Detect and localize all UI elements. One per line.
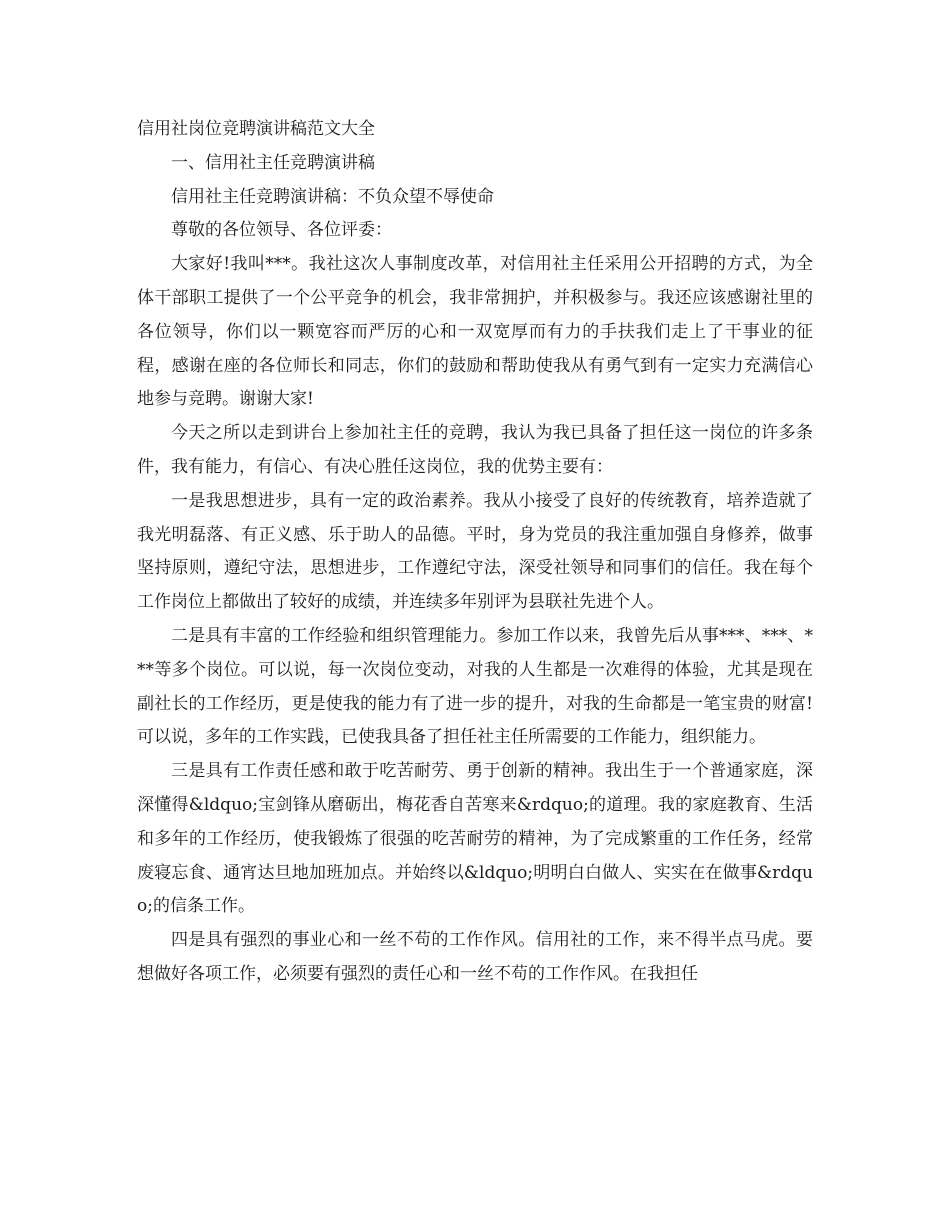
speech-subtitle: 信用社主任竞聘演讲稿：不负众望不辱使命	[171, 186, 494, 207]
body-paragraph: 一是我思想进步，具有一定的政治素养。我从小接受了良好的传统教育，培养造就了我光明磊落、有正义感、乐于助人的品德。平时，身为党员的我注重加强自身修养，做事坚持原则，遵纪守法，思想进步，工作遵纪守法，深受社领导和同事们的信任。我在每个工作岗位上都做出了较好的成绩，并连续多年别评为县联社先进个人。	[137, 490, 813, 613]
body-paragraph: 大家好!我叫***。我社这次人事制度改革，对信用社主任采用公开招聘的方式，为全体干部职工提供了一个公平竞争的机会，我非常拥护，并积极参与。我还应该感谢社里的各位领导，你们以一颗宽容而严厉的心和一双宽厚而有力的手扶我们走上了干事业的征程，感谢在座的各位师长和同志，你们的鼓励和帮助使我从有勇气到有一定实力充满信心地参与竞聘。谢谢大家!	[137, 254, 813, 410]
body-paragraph: 二是具有丰富的工作经验和组织管理能力。参加工作以来，我曾先后从事***、***、***等多个岗位。可以说，每一次岗位变动，对我的人生都是一次难得的体验，尤其是现在副社长的工作经历，更是使我的能力有了进一步的提升，对我的生命都是一笔宝贵的财富!可以说，多年的工作实践，已使我具备了担任社主任所需要的工作能力，组织能力。	[137, 625, 813, 748]
section-heading: 一、信用社主任竞聘演讲稿	[171, 152, 375, 173]
body-paragraph: 四是具有强烈的事业心和一丝不苟的工作作风。信用社的工作，来不得半点马虎。要想做好各项工作，必须要有强烈的责任心和一丝不苟的工作作风。在我担任	[137, 930, 813, 984]
document-page	[137, 113, 813, 992]
body-paragraph: 今天之所以走到讲台上参加社主任的竞聘，我认为我已具备了担任这一岗位的许多条件，我有能力，有信心、有决心胜任这岗位，我的优势主要有：	[137, 423, 813, 477]
salutation: 尊敬的各位领导、各位评委：	[171, 220, 392, 241]
body-paragraph: 三是具有工作责任感和敢于吃苦耐劳、勇于创新的精神。我出生于一个普通家庭，深深懂得&ldquo;宝剑锋从磨砺出，梅花香自苦寒来&rdquo;的道理。我的家庭教育、生活和多年的工作经历，使我锻炼了很强的吃苦耐劳的精神，为了完成繁重的工作任务，经常废寝忘食、通宵达旦地加班加点。并始终以&ldquo;明明白白做人、实实在在做事&rdquo;的信条工作。	[137, 761, 813, 917]
document-title: 信用社岗位竞聘演讲稿范文大全	[137, 119, 375, 139]
